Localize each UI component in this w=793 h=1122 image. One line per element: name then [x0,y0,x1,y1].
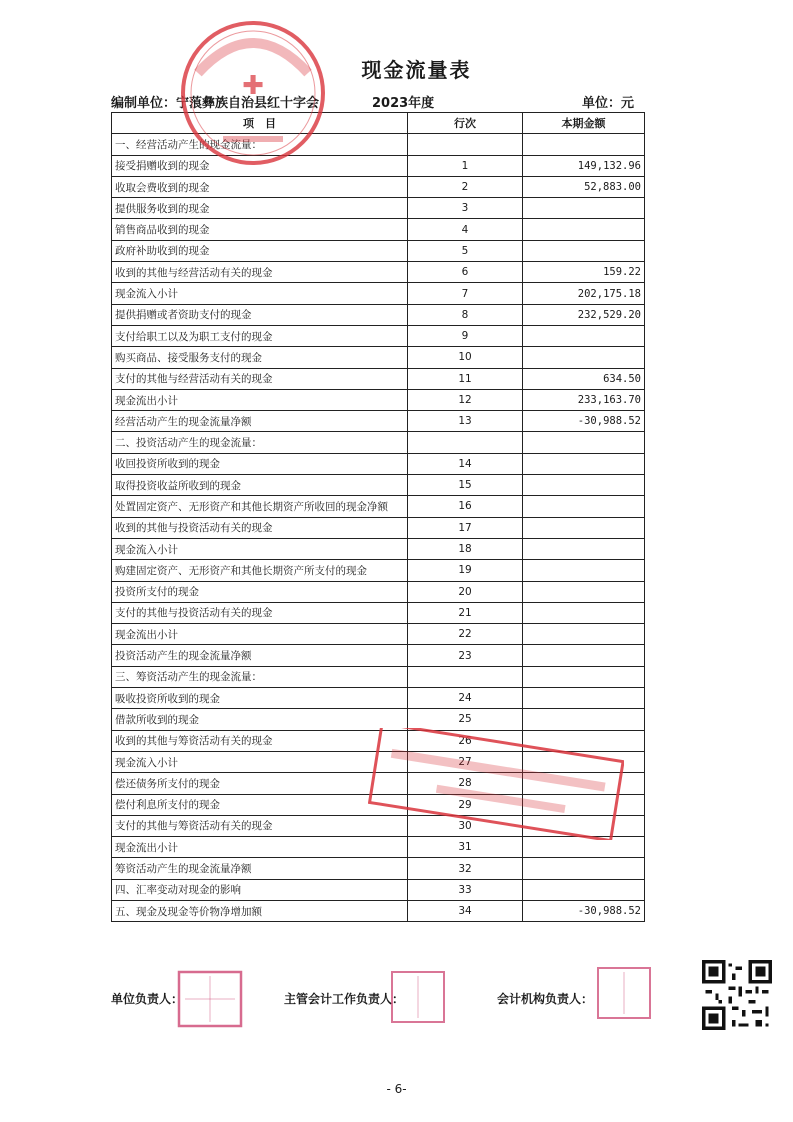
person-seal-3 [596,966,652,1020]
row-item: 现金流出小计 [112,624,408,645]
row-item: 支付的其他与投资活动有关的现金 [112,602,408,623]
row-line: 13 [408,411,523,432]
row-item: 购买商品、接受服务支付的现金 [112,347,408,368]
table-row [112,517,645,538]
table-row [112,368,645,389]
row-amount: -30,988.52 [523,411,645,432]
row-line: 20 [408,581,523,602]
row-item: 接受捐赠收到的现金 [112,155,408,176]
row-amount [523,517,645,538]
table-row [112,496,645,517]
row-line: 10 [408,347,523,368]
row-item: 偿付利息所支付的现金 [112,794,408,815]
row-amount: -30,988.52 [523,900,645,921]
row-line: 22 [408,624,523,645]
row-line: 11 [408,368,523,389]
table-row [112,389,645,410]
row-line: 1 [408,155,523,176]
row-line: 14 [408,453,523,474]
row-item: 现金流入小计 [112,283,408,304]
row-item: 取得投资收益所收到的现金 [112,475,408,496]
row-amount [523,858,645,879]
row-line: 30 [408,815,523,836]
table-row [112,240,645,261]
row-line [408,666,523,687]
unit-head-label: 单位负责人： [111,992,184,1006]
row-line: 9 [408,325,523,346]
audit-seal-stamp [368,728,624,840]
row-item: 筹资活动产生的现金流量净额 [112,858,408,879]
row-line: 15 [408,475,523,496]
table-row [112,325,645,346]
row-line: 21 [408,602,523,623]
table-row [112,475,645,496]
header-line: 行次 [408,113,523,134]
table-row [112,709,645,730]
table-row [112,602,645,623]
svg-text:✚: ✚ [242,71,264,101]
row-item: 现金流出小计 [112,389,408,410]
row-item: 收取会费收到的现金 [112,176,408,197]
org-seal-stamp [178,18,328,168]
row-amount: 52,883.00 [523,176,645,197]
row-line: 34 [408,900,523,921]
row-line: 31 [408,837,523,858]
row-line: 24 [408,688,523,709]
table-row [112,219,645,240]
row-item: 偿还债务所支付的现金 [112,773,408,794]
table-row [112,560,645,581]
page-number: - 6- [386,1082,407,1096]
row-amount [523,432,645,453]
row-amount: 149,132.96 [523,155,645,176]
document-title: 现金流量表 [361,58,472,82]
row-line: 18 [408,538,523,559]
row-amount [523,879,645,900]
row-amount [523,198,645,219]
row-amount [523,666,645,687]
person-seal-2 [390,970,446,1024]
person-seal-1 [177,970,243,1028]
header-amount: 本期金额 [523,113,645,134]
row-amount [523,624,645,645]
row-amount [523,347,645,368]
row-item: 支付的其他与筹资活动有关的现金 [112,815,408,836]
chief-accountant-label: 主管会计工作负责人： [284,992,405,1006]
row-item: 一、经营活动产生的现金流量： [112,134,408,155]
org-label: 编制单位： [111,96,177,111]
row-line: 3 [408,198,523,219]
row-line: 28 [408,773,523,794]
row-item: 现金流出小计 [112,837,408,858]
row-amount [523,475,645,496]
row-amount: 202,175.18 [523,283,645,304]
org-name: 宁蒗彝族自治县红十字会 [176,96,320,111]
table-row [112,688,645,709]
row-item: 四、汇率变动对现金的影响 [112,879,408,900]
row-amount [523,709,645,730]
row-line: 2 [408,176,523,197]
row-line: 27 [408,751,523,772]
accounting-head-label: 会计机构负责人： [497,992,594,1006]
table-row [112,176,645,197]
table-row [112,624,645,645]
row-amount [523,219,645,240]
row-item: 处置固定资产、无形资产和其他长期资产所收回的现金净额 [112,496,408,517]
row-item: 政府补助收到的现金 [112,240,408,261]
row-item: 借款所收到的现金 [112,709,408,730]
row-item: 支付给职工以及为职工支付的现金 [112,325,408,346]
row-line: 4 [408,219,523,240]
row-item: 吸收投资所收到的现金 [112,688,408,709]
row-line [408,134,523,155]
unit-label: 单位：元 [582,96,635,111]
row-line: 12 [408,389,523,410]
row-line: 25 [408,709,523,730]
period: 2023年度 [372,96,435,111]
row-line: 17 [408,517,523,538]
row-item: 收到的其他与投资活动有关的现金 [112,517,408,538]
row-amount [523,134,645,155]
qr-code [702,960,772,1030]
row-line: 19 [408,560,523,581]
row-item: 购建固定资产、无形资产和其他长期资产所支付的现金 [112,560,408,581]
table-row [112,900,645,921]
row-item: 现金流入小计 [112,751,408,772]
row-item: 收到的其他与经营活动有关的现金 [112,262,408,283]
row-amount [523,560,645,581]
table-row [112,645,645,666]
row-amount: 159.22 [523,262,645,283]
row-item: 支付的其他与经营活动有关的现金 [112,368,408,389]
row-item: 投资活动产生的现金流量净额 [112,645,408,666]
table-row [112,858,645,879]
row-line: 29 [408,794,523,815]
row-item: 投资所支付的现金 [112,581,408,602]
row-amount: 233,163.70 [523,389,645,410]
row-amount [523,325,645,346]
row-item: 二、投资活动产生的现金流量： [112,432,408,453]
table-row [112,432,645,453]
row-item: 收回投资所收到的现金 [112,453,408,474]
row-item: 提供服务收到的现金 [112,198,408,219]
row-item: 三、筹资活动产生的现金流量： [112,666,408,687]
row-amount: 232,529.20 [523,304,645,325]
row-amount [523,688,645,709]
row-amount [523,496,645,517]
table-row [112,666,645,687]
row-item: 收到的其他与筹资活动有关的现金 [112,730,408,751]
row-line: 5 [408,240,523,261]
row-amount [523,240,645,261]
row-line: 26 [408,730,523,751]
row-amount [523,538,645,559]
row-line: 16 [408,496,523,517]
row-line: 33 [408,879,523,900]
row-line: 32 [408,858,523,879]
header-item: 项 目 [112,113,408,134]
row-line: 8 [408,304,523,325]
table-row [112,581,645,602]
table-row [112,262,645,283]
table-row [112,879,645,900]
row-amount [523,581,645,602]
table-row [112,538,645,559]
table-row [112,304,645,325]
row-amount [523,645,645,666]
row-item: 销售商品收到的现金 [112,219,408,240]
row-line [408,432,523,453]
row-amount [523,602,645,623]
table-row [112,347,645,368]
row-line: 6 [408,262,523,283]
row-amount [523,453,645,474]
row-amount: 634.50 [523,368,645,389]
row-line: 7 [408,283,523,304]
table-row [112,411,645,432]
table-row [112,453,645,474]
row-item: 五、现金及现金等价物净增加额 [112,900,408,921]
row-item: 经营活动产生的现金流量净额 [112,411,408,432]
row-line: 23 [408,645,523,666]
table-row [112,198,645,219]
table-row [112,283,645,304]
row-item: 提供捐赠或者资助支付的现金 [112,304,408,325]
row-item: 现金流入小计 [112,538,408,559]
